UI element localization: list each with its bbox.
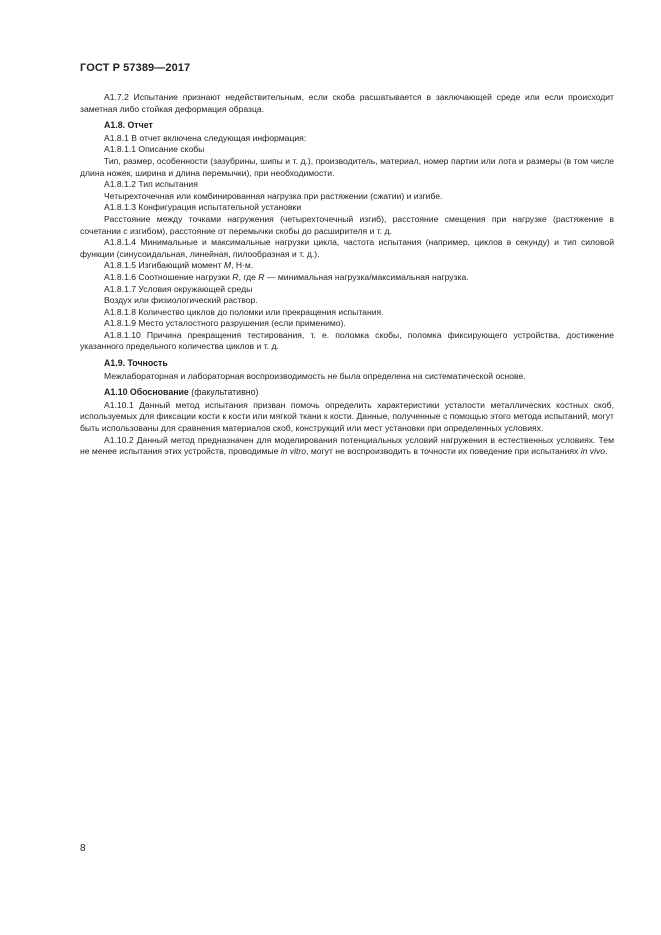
a1-10-2-end: . (605, 446, 608, 457)
paragraph-a1-8-1-6 (80, 272, 614, 284)
a1-8-1-6-text: А1.8.1.6 Соотношение нагрузки (104, 271, 233, 282)
paragraph-a1-8-1-2-text: Четырехточечная или комбинированная нагрузка при растяжении (сжатии) и изгибе. (104, 190, 443, 201)
a1-8-1-5-unit: , Н·м. (231, 260, 254, 271)
paragraph-a1-8-1-7: А1.8.1.7 Условия окружающей среды (104, 283, 253, 294)
a1-10-2-text: А1.10.2 Данный метод предназначен для моделирования потенциальных условий нагружения в естественных условиях. Тем не менее испытания этих устройств, проводимые (80, 434, 614, 457)
in-vivo-term: in vivo (580, 446, 606, 457)
ratio-variable-def: R (258, 271, 265, 282)
paragraph-a1-8-1-3: А1.8.1.3 Конфигурация испытательной установки (104, 202, 302, 213)
paragraph-a1-8-1: А1.8.1 В отчет включена следующая информация: (104, 132, 307, 143)
paragraph-a1-8-1-9: А1.8.1.9 Место усталостного разрушения (если применимо). (104, 318, 346, 329)
a1-10-2-mid: , могут не воспроизводить в точности их поведение при испытаниях (306, 446, 581, 457)
a1-10-heading-bold: А1.10 Обоснование (104, 387, 189, 398)
section-heading-a1-8: А1.8. Отчет (104, 120, 153, 131)
paragraph-a1-10-2 (80, 435, 614, 458)
page-number: 8 (80, 843, 86, 854)
a1-8-1-6-definition: — минимальная нагрузка/максимальная нагрузка. (264, 271, 469, 282)
a1-10-heading-note: (факультативно) (188, 387, 259, 398)
paragraph-a1-8-1-10: А1.8.1.10 Причина прекращения тестирования, т. е. поломка скобы, поломка фиксирующего устройства, достижение указанного предельного количества циклов и т. д. (80, 329, 614, 352)
a1-8-1-5-text: А1.8.1.5 Изгибающий момент (104, 260, 224, 271)
paragraph-a1-8-1-1-text: Тип, размер, особенности (зазубрины, шипы и т. д.), производитель, материал, номер партии или лота и размеры (в том числе длина ножек, ширина и длина перемычки), при необходимости. (80, 155, 614, 178)
paragraph-a1-8-1-3-text: Расстояние между точками нагружения (четырехточечный изгиб), расстояние смещения при нагрузке (растяжение в сочетании с изгибом), расстояние от перемычки скобы до расширителя и т. д. (80, 213, 614, 236)
paragraph-a1-8-1-7-text: Воздух или физиологический раствор. (104, 295, 258, 306)
document-body (80, 92, 614, 458)
paragraph-a1-8-1-1: А1.8.1.1 Описание скобы (104, 144, 205, 155)
paragraph-a1-10-1: А1.10.1 Данный метод испытания призван помочь определить характеристики усталости металлических костных скоб, используемых для фиксации кости к кости или мягкой ткани к кости. Данные, полученные с помощью этого метода испытаний, могут быть использованы для сравнения материалов скоб, конструкций или мест установки при определенных условиях. (80, 399, 614, 434)
moment-variable: М (223, 260, 232, 271)
paragraph-a1-8-1-5 (80, 260, 614, 272)
paragraph-a1-9-text: Межлабораторная и лабораторная воспроизводимость не была определена на систематической основе. (104, 370, 526, 381)
document-standard-number: ГОСТ Р 57389—2017 (80, 62, 191, 74)
paragraph-a1-8-1-8: А1.8.1.8 Количество циклов до поломки или прекращения испытания. (104, 306, 384, 317)
paragraph-a1-8-1-4: А1.8.1.4 Минимальные и максимальные нагрузки цикла, частота испытания (например, циклов в секунду) и тип силовой функции (синусоидальная, линейная, пилообразная и т. д.). (80, 237, 614, 259)
a1-8-1-6-mid: , где (238, 271, 259, 282)
paragraph-a1-7-2: А1.7.2 Испытание признают недействительным, если скоба расшатывается в заключающей среде или если происходит заметная либо стойкая деформация образца. (80, 92, 614, 114)
in-vitro-term: in vitro (280, 446, 307, 457)
section-heading-a1-9: А1.9. Точность (104, 358, 168, 369)
paragraph-a1-8-1-2: А1.8.1.2 Тип испытания (104, 179, 198, 190)
section-heading-a1-10 (80, 387, 614, 399)
ratio-variable: R (232, 271, 239, 282)
